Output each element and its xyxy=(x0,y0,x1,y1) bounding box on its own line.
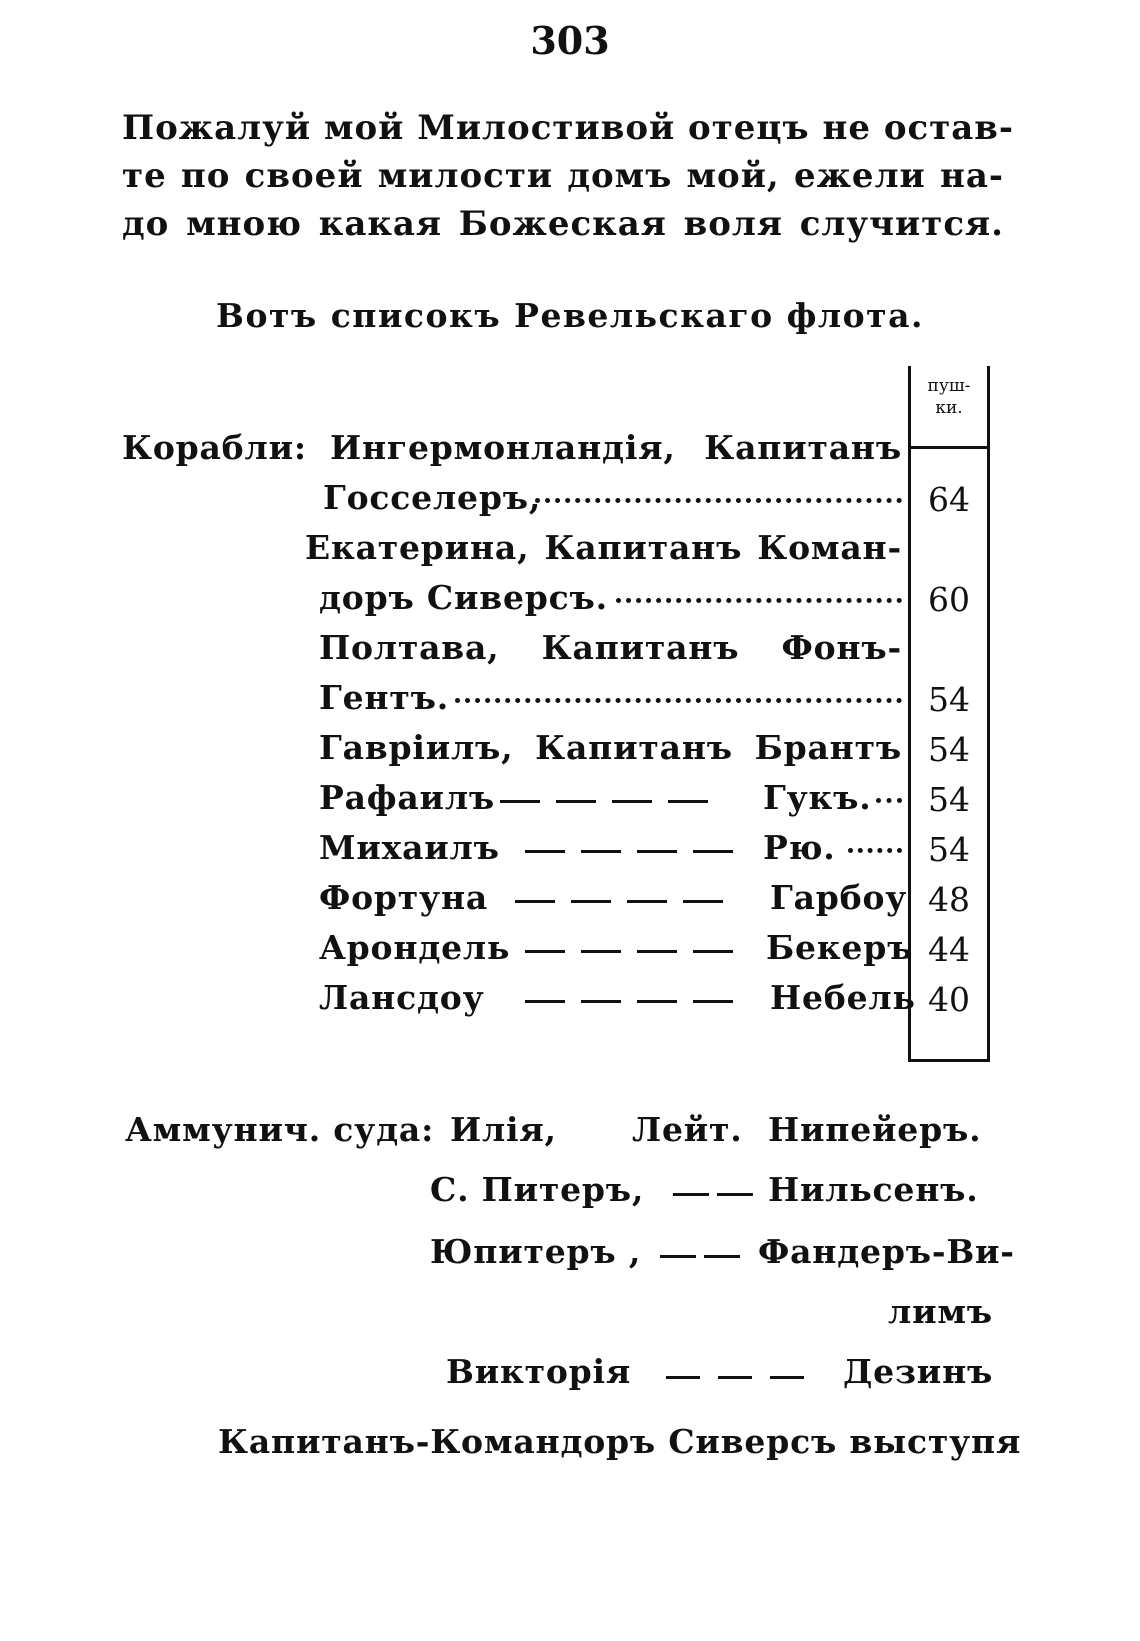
dash xyxy=(637,1000,677,1003)
dash xyxy=(693,950,733,953)
dash xyxy=(693,1000,733,1003)
dash xyxy=(673,1193,709,1196)
dash xyxy=(581,1000,621,1003)
dot-leader xyxy=(876,798,902,803)
ammo-ship-name: С. Питеръ, xyxy=(430,1170,645,1209)
guns-header-line: пуш- xyxy=(927,376,971,396)
ship-name: Фортуна xyxy=(319,878,489,917)
guns-header-divider xyxy=(908,446,990,449)
dash xyxy=(525,850,565,853)
dash xyxy=(660,1255,696,1258)
fleet-list-heading: Вотъ списокъ Ревельскаго флота. xyxy=(216,296,924,335)
ship-captain: Гарбоу xyxy=(770,878,908,917)
dash xyxy=(515,900,555,903)
ship-line: Екатерина, Капитанъ Коман- xyxy=(305,528,902,567)
dash xyxy=(500,800,540,803)
paragraph-line: Пожалуй мой Милостивой отецъ не остав- xyxy=(122,108,1015,148)
ship-captain: Бекеръ xyxy=(766,928,914,967)
ship-line: Ингермонландія, Капитанъ xyxy=(330,428,902,467)
ship-line: доръ Сиверсъ. xyxy=(319,578,608,617)
ammo-ship-name: Юпитеръ , xyxy=(430,1232,642,1271)
ship-line: Гавріилъ, Капитанъ Брантъ xyxy=(319,728,902,767)
ship-name: Рафаилъ xyxy=(319,778,495,817)
ammo-captain: Нильсенъ. xyxy=(768,1170,979,1209)
ship-line: Полтава, Капитанъ Фонъ- xyxy=(319,628,902,667)
dot-leader xyxy=(455,698,902,703)
dash xyxy=(693,850,733,853)
guns-value: 54 xyxy=(928,680,970,719)
page-number: 303 xyxy=(530,18,610,63)
dash xyxy=(718,1376,752,1379)
dash xyxy=(556,800,596,803)
ammo-captain: Дезинъ xyxy=(843,1352,994,1391)
dot-leader xyxy=(616,598,902,603)
dot-leader xyxy=(535,498,902,503)
ammo-ship-name: Илія, xyxy=(450,1110,557,1149)
ammo-captain-continued: лимъ xyxy=(888,1292,993,1331)
dash xyxy=(627,900,667,903)
ship-captain: Рю. xyxy=(763,828,836,867)
ship-name: Михаилъ xyxy=(319,828,500,867)
ship-name: Арондель xyxy=(319,928,511,967)
guns-header-line: ки. xyxy=(935,398,963,418)
dash xyxy=(637,850,677,853)
dash xyxy=(525,950,565,953)
ship-name: Лансдоу xyxy=(319,978,485,1017)
ammo-ship-name: Викторія xyxy=(446,1352,632,1391)
dash xyxy=(770,1376,804,1379)
ship-line: Госселеръ, xyxy=(323,478,542,517)
ammo-captain: Фандеръ-Ви- xyxy=(758,1232,1015,1271)
dash xyxy=(612,800,652,803)
guns-value: 64 xyxy=(928,480,970,519)
guns-value: 44 xyxy=(928,930,970,969)
ships-label: Корабли: xyxy=(122,428,307,467)
dash xyxy=(683,900,723,903)
dash xyxy=(581,950,621,953)
ammo-rank: Лейт. xyxy=(632,1110,743,1149)
paragraph-line: до мною какая Божеская воля случится. xyxy=(122,204,1004,244)
ammo-captain: Нипейеръ. xyxy=(768,1110,982,1149)
guns-value: 54 xyxy=(928,830,970,869)
dash xyxy=(666,1376,700,1379)
dot-leader xyxy=(848,848,902,853)
dash xyxy=(717,1193,753,1196)
dash xyxy=(525,1000,565,1003)
dash xyxy=(668,800,708,803)
dash xyxy=(571,900,611,903)
ammo-label: Аммунич. суда: xyxy=(125,1110,435,1149)
dash xyxy=(704,1255,740,1258)
paragraph-line: те по своей милости домъ мой, ежели на- xyxy=(122,156,1004,196)
guns-value: 60 xyxy=(928,580,970,619)
guns-value: 48 xyxy=(928,880,970,919)
ship-captain: Небель xyxy=(770,978,916,1017)
ship-line: Гентъ. xyxy=(319,678,449,717)
dash xyxy=(637,950,677,953)
guns-value: 40 xyxy=(928,980,970,1019)
closing-line: Капитанъ-Командоръ Сиверсъ выступя xyxy=(218,1422,1022,1461)
guns-value: 54 xyxy=(928,730,970,769)
dash xyxy=(581,850,621,853)
guns-header xyxy=(908,375,990,419)
ship-captain: Гукъ. xyxy=(763,778,872,817)
guns-value: 54 xyxy=(928,780,970,819)
